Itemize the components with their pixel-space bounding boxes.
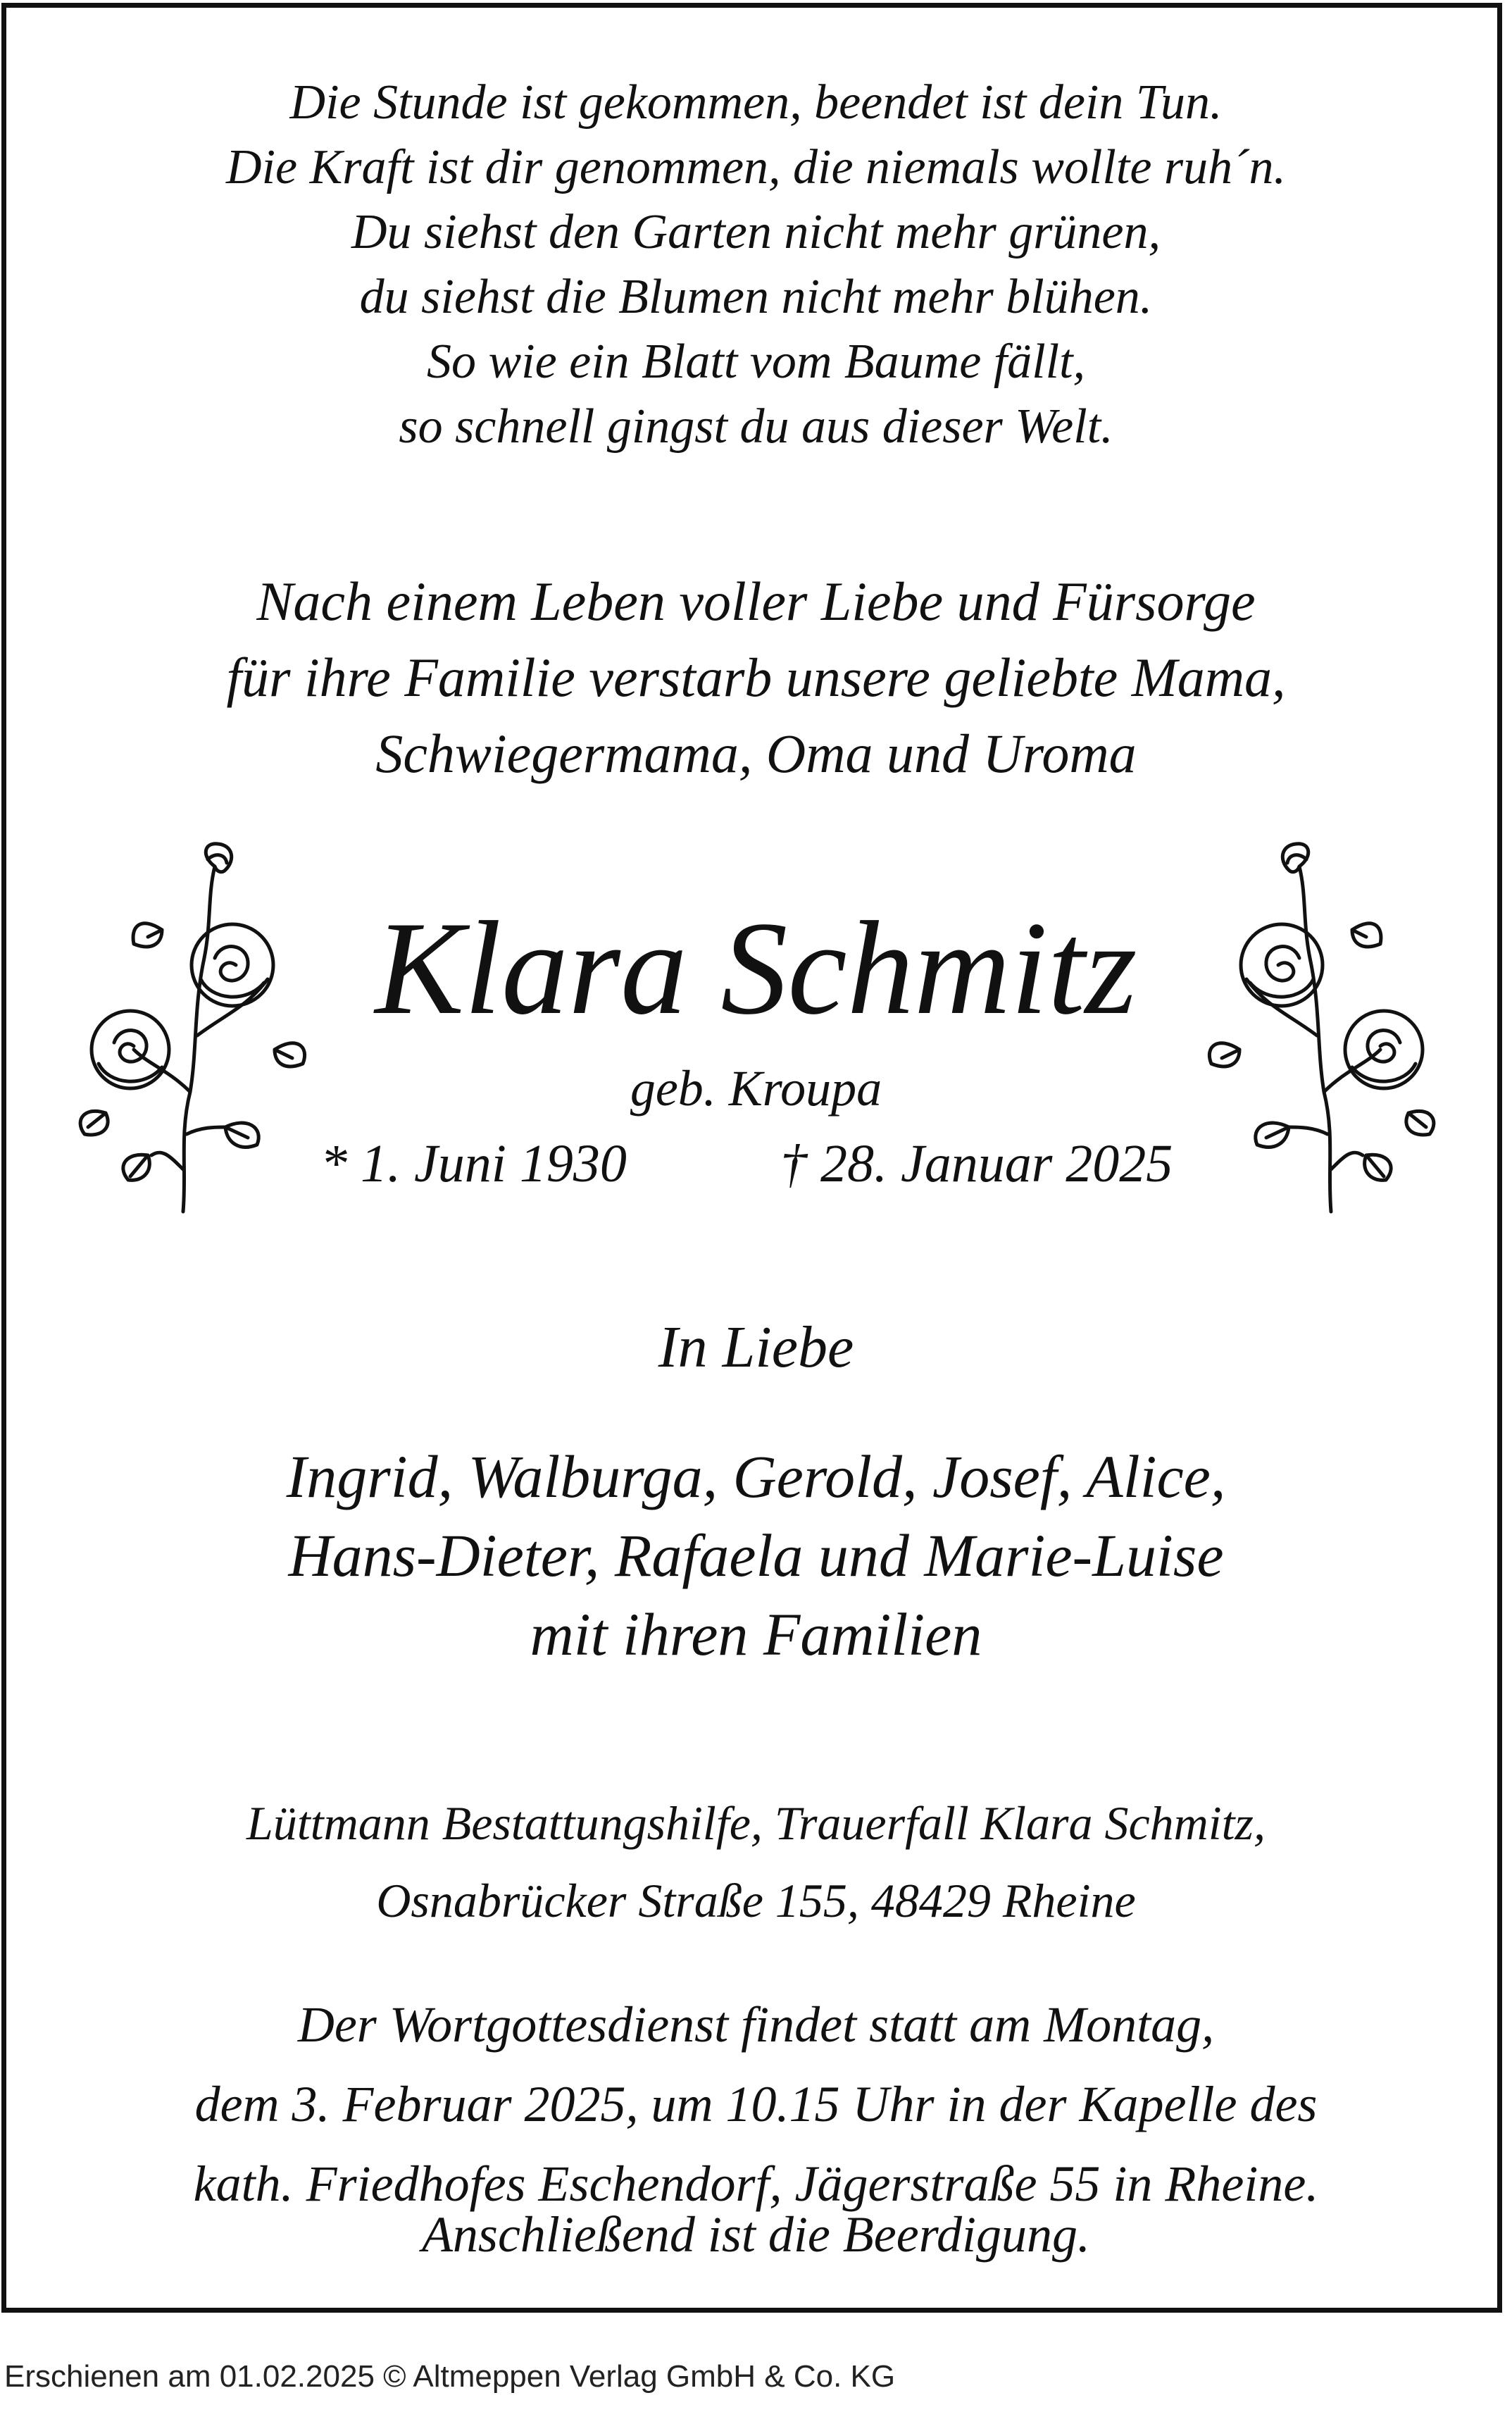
service-info xyxy=(0,1985,1512,2224)
poem-line: So wie ein Blatt vom Baume fällt, xyxy=(426,335,1086,389)
poem-line: so schnell gingst du aus dieser Welt. xyxy=(399,399,1113,454)
service-line: Der Wortgottesdienst findet statt am Montag, xyxy=(297,1996,1215,2053)
publication-footer: Erschienen am 01.02.2025 © Altmeppen Verlag GmbH & Co. KG xyxy=(4,2359,896,2394)
poem-line: Die Kraft ist dir genommen, die niemals wollte ruh´n. xyxy=(226,140,1286,194)
closing-line: Anschließend ist die Beerdigung. xyxy=(421,2206,1091,2263)
birth-date: * 1. Juni 1930 xyxy=(320,1134,627,1193)
mourners-line: Hans-Dieter, Rafaela und Marie-Luise xyxy=(288,1522,1224,1589)
intro-line: Nach einem Leben voller Liebe und Fürsorge xyxy=(256,571,1256,632)
condolence-address xyxy=(0,1784,1512,1939)
poem-line: du siehst die Blumen nicht mehr blühen. xyxy=(359,270,1153,324)
maiden-name: geb. Kroupa xyxy=(630,1060,882,1117)
poem xyxy=(0,70,1512,459)
mourners-line: Ingrid, Walburga, Gerold, Josef, Alice, xyxy=(286,1443,1226,1510)
address-line: Osnabrücker Straße 155, 48429 Rheine xyxy=(376,1874,1136,1927)
intro-text xyxy=(0,564,1512,792)
intro-line: für ihre Familie verstarb unsere geliebte Mama, xyxy=(226,647,1286,708)
poem-line: Du siehst den Garten nicht mehr grünen, xyxy=(351,205,1161,259)
service-line: kath. Friedhofes Eschendorf, Jägerstraße 55 in Rheine. xyxy=(193,2156,1319,2212)
death-date: † 28. Januar 2025 xyxy=(780,1134,1173,1193)
in-liebe-heading: In Liebe xyxy=(658,1314,854,1380)
mourners xyxy=(0,1437,1512,1674)
poem-line: Die Stunde ist gekommen, beendet ist dein Tun. xyxy=(289,75,1223,130)
mourners-line: mit ihren Familien xyxy=(530,1600,982,1668)
address-line: Lüttmann Bestattungshilfe, Trauerfall Klara Schmitz, xyxy=(246,1796,1266,1850)
deceased-name: Klara Schmitz xyxy=(375,895,1137,1043)
intro-line: Schwiegermama, Oma und Uroma xyxy=(375,723,1137,784)
service-line: dem 3. Februar 2025, um 10.15 Uhr in der Kapelle des xyxy=(194,2076,1318,2132)
